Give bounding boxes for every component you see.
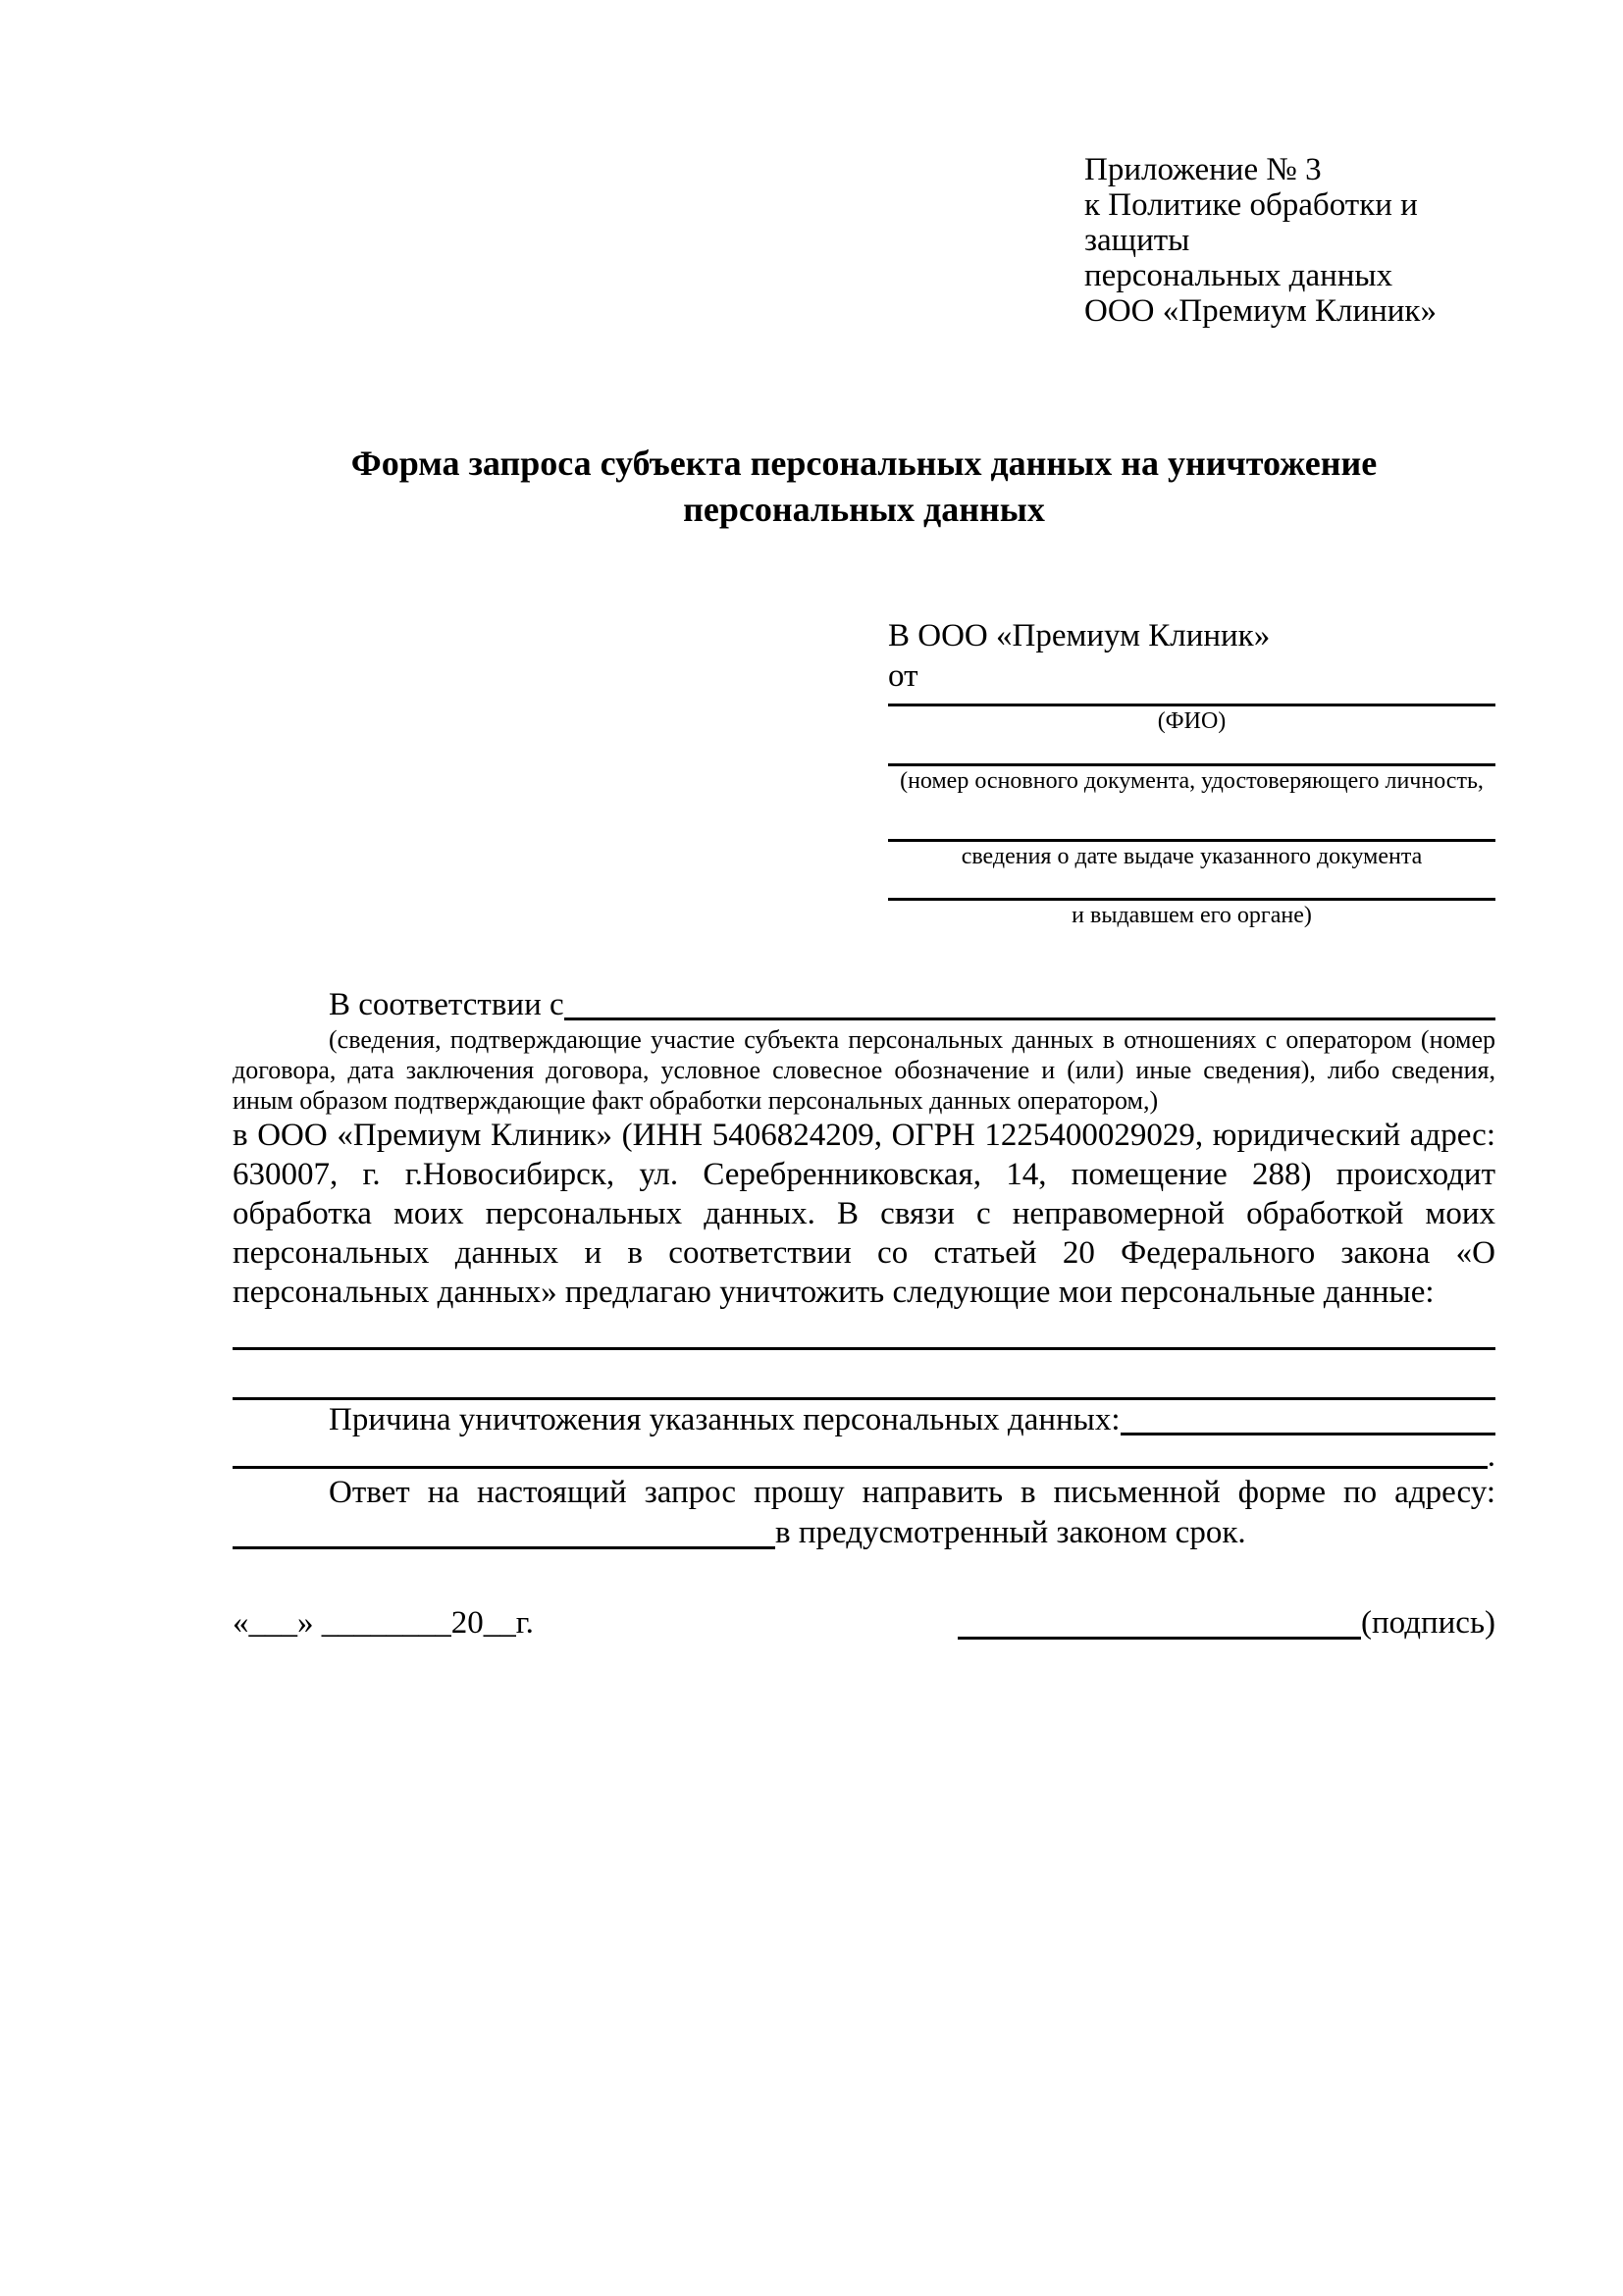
identity-document-caption: (номер основного документа, удостоверяющего личность, [900, 768, 1484, 794]
response-request-sentence: Ответ на настоящий запрос прошу направить в письменной форме по адресу: [329, 1475, 1495, 1510]
addressee-block [888, 615, 1495, 930]
reason-row [233, 1400, 1495, 1439]
signature-fill-line [958, 1602, 1361, 1640]
date-placeholder: «___» ________20__г. [233, 1605, 534, 1641]
personal-data-fill-line [233, 1312, 1495, 1350]
issuing-authority-fill-line [888, 871, 1495, 901]
issue-date-caption: сведения о дате выдаче указанного документа [961, 844, 1423, 869]
issuing-authority-caption: и выдавшем его органе) [1072, 903, 1312, 928]
signature-caption: (подпись) [1361, 1605, 1495, 1641]
appendix-line: к Политике обработки и защиты [1084, 187, 1418, 258]
issue-date-fill-line [888, 796, 1495, 842]
appendix-header [1084, 152, 1495, 329]
identity-document-fill-line [888, 736, 1495, 766]
fio-caption: (ФИО) [1157, 708, 1227, 734]
reason-label: Причина уничтожения указанных персональных данных: [329, 1402, 1121, 1437]
main-paragraph: в ООО «Премиум Клиник» (ИНН 5406824209, ОГРН 1225400029029, юридический адрес: 630007, г. г.Новосибирск, ул. Серебренниковская, 14, помещение 288) происходит обработка моих персональных данных. В связи с неправомерной обработкой моих персональных данных и в соответствии со статьей 20 Федерального закона «О персональных данных» предлагаю уничтожить следующие мои персональные данные: [233, 1118, 1495, 1310]
accordance-prefix: В соответствии с [329, 987, 564, 1022]
signature-group [958, 1602, 1495, 1644]
personal-data-fill-line [233, 1350, 1495, 1400]
date-signature-row [233, 1602, 1495, 1644]
appendix-line: персональных данных [1084, 258, 1393, 293]
response-tail-text: в предусмотренный законом срок. [775, 1515, 1246, 1550]
addressee-from-label: от [888, 658, 918, 694]
reason-line-period: . [1487, 1438, 1495, 1474]
accordance-row [233, 985, 1495, 1024]
accordance-footnote: (сведения, подтверждающие участие субъекта персональных данных в отношениях с оператором (номер договора, дата заключения договора, условное словесное обозначение и (или) иные сведения), либо сведения, иным образом подтверждающие факт обработки персональных данных оператором,) [233, 1025, 1495, 1115]
appendix-line: ООО «Премиум Клиник» [1084, 293, 1437, 329]
reason-continuation-row [233, 1439, 1495, 1473]
reason-continuation-fill-line [233, 1466, 1488, 1469]
accordance-fill-line [564, 985, 1495, 1020]
appendix-line: Приложение № 3 [1084, 152, 1322, 187]
addressee-organization: В ООО «Премиум Клиник» [888, 618, 1271, 653]
response-address-row [233, 1512, 1495, 1553]
document-title: Форма запроса субъекта персональных данных на уничтожение персональных данных [350, 444, 1378, 529]
address-fill-line [233, 1512, 775, 1549]
fio-fill-line [888, 696, 1495, 706]
reason-fill-line [1121, 1400, 1495, 1435]
